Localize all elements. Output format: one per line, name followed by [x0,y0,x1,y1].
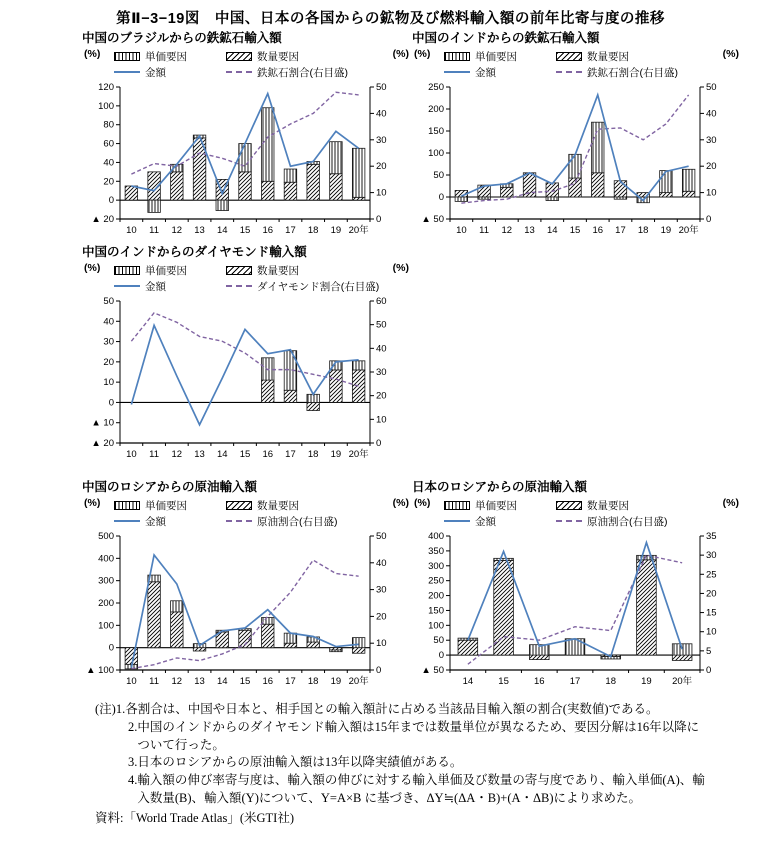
svg-text:200: 200 [98,598,114,609]
svg-text:50: 50 [433,635,444,647]
dashed-line-swatch-icon [226,285,252,287]
svg-text:50: 50 [376,319,387,331]
legend-share: 原油割合(右目盛) [226,513,338,529]
svg-text:15: 15 [239,449,251,460]
svg-text:100: 100 [428,620,444,632]
left-axis-unit: (%) [84,262,101,274]
legend-quantity: 数量要因 [226,48,348,64]
chart-legend [76,48,411,81]
svg-text:40: 40 [376,343,387,355]
svg-text:20年: 20年 [672,676,693,687]
legend-amount: 金額 [114,64,187,80]
svg-text:12: 12 [171,225,183,236]
svg-text:0: 0 [706,214,712,225]
svg-text:350: 350 [428,545,444,557]
svg-text:12: 12 [171,676,183,687]
chart-legend [76,262,411,295]
svg-text:20: 20 [706,161,717,173]
chart-title: 日本のロシアからの原油輸入額 [412,480,588,494]
chart-title: 中国のインドからのダイヤモンド輸入額 [82,245,307,259]
chart-title: 中国のブラジルからの鉄鉱石輸入額 [82,31,282,45]
right-axis-unit: (%) [392,48,409,60]
svg-text:17: 17 [285,676,296,687]
solid-line-swatch-icon [444,520,470,522]
svg-text:▲ 10: ▲ 10 [91,417,114,429]
legend-unit-price: 単価要因 [114,497,187,513]
dashed-line-swatch-icon [226,71,252,73]
svg-text:15: 15 [239,676,251,687]
svg-text:5: 5 [706,645,712,657]
svg-text:150: 150 [428,126,444,137]
svg-text:10: 10 [103,377,114,389]
svg-text:50: 50 [376,82,387,93]
legend-amount: 金額 [114,278,187,294]
svg-text:14: 14 [462,676,474,687]
legend-unit-price: 単価要因 [114,48,187,64]
notes-block [95,701,707,827]
left-axis-unit: (%) [84,48,101,60]
svg-text:120: 120 [98,82,114,93]
svg-text:▲ 100: ▲ 100 [86,665,114,676]
svg-text:14: 14 [216,449,228,460]
svg-text:10: 10 [706,187,717,199]
legend-quantity: 数量要因 [226,497,338,513]
svg-text:0: 0 [376,665,382,676]
svg-text:0: 0 [108,642,114,654]
svg-text:30: 30 [376,134,387,146]
svg-text:20: 20 [103,176,114,188]
solid-line-swatch-icon [114,520,140,522]
svg-text:19: 19 [660,225,672,236]
svg-text:19: 19 [641,676,652,687]
dashed-line-swatch-icon [556,520,582,522]
svg-text:17: 17 [569,676,581,687]
svg-text:15: 15 [239,225,251,236]
svg-text:16: 16 [262,676,274,687]
svg-text:100: 100 [428,148,444,159]
svg-text:250: 250 [428,82,444,93]
vertical-stripes-swatch-icon [114,266,140,275]
svg-text:0: 0 [376,214,382,225]
source-line: 資料:「World Trade Atlas」(米GTI社) [95,810,294,825]
left-axis-unit: (%) [414,497,431,509]
svg-text:18: 18 [307,676,319,687]
svg-text:300: 300 [98,575,114,587]
chart-china-russia-crude-oil-plot [76,530,408,690]
svg-text:400: 400 [428,531,444,542]
svg-text:19: 19 [330,449,342,460]
diagonal-stripes-swatch-icon [226,52,252,61]
svg-text:17: 17 [285,449,296,460]
svg-text:11: 11 [149,449,160,460]
svg-text:40: 40 [103,157,114,169]
svg-text:16: 16 [533,676,545,687]
svg-text:20: 20 [706,588,717,600]
svg-text:30: 30 [103,336,114,348]
svg-text:0: 0 [438,192,444,203]
svg-text:10: 10 [376,187,387,199]
right-axis-unit: (%) [722,497,739,509]
svg-text:35: 35 [706,531,717,542]
svg-text:16: 16 [262,449,274,460]
svg-text:60: 60 [103,138,114,150]
svg-text:25: 25 [706,569,717,581]
svg-text:10: 10 [376,414,387,426]
chart-title: 中国のロシアからの原油輸入額 [82,480,258,494]
diagonal-stripes-swatch-icon [226,266,252,275]
svg-text:40: 40 [376,108,387,120]
chart-china-brazil-iron-ore [76,28,411,244]
diagonal-stripes-swatch-icon [556,501,582,510]
legend-share: 鉄鉱石割合(右目盛) [226,64,348,80]
right-axis-unit: (%) [392,262,409,274]
svg-text:50: 50 [103,296,114,307]
svg-text:100: 100 [98,620,114,632]
svg-text:13: 13 [194,676,205,687]
svg-text:▲ 50: ▲ 50 [421,214,444,225]
svg-text:10: 10 [706,626,717,638]
svg-text:11: 11 [149,225,160,236]
svg-text:15: 15 [569,225,581,236]
svg-text:10: 10 [126,449,137,460]
svg-text:15: 15 [706,607,717,619]
svg-text:▲ 20: ▲ 20 [91,438,114,449]
svg-text:20: 20 [376,161,387,173]
svg-text:12: 12 [171,449,183,460]
svg-text:15: 15 [498,676,509,687]
legend-share: ダイヤモンド割合(右目盛) [226,278,379,294]
chart-china-india-iron-ore [406,28,741,244]
vertical-stripes-swatch-icon [114,501,140,510]
right-axis-unit: (%) [722,48,739,60]
note-4: 4. 輸入額の伸び率寄与度は、輸入額の伸びに対する輸入単価及び数量の寄与度であり、輸入単価(A)、輸入数量(B)、輸入額(Y)について、Y=A×B に基づき、ΔY≒(ΔA・B)+(A・ΔB)により求めた。 [128,773,705,805]
legend-amount: 金額 [444,64,517,80]
legend-quantity: 数量要因 [556,48,678,64]
chart-title: 中国のインドからの鉄鉱石輸入額 [412,31,600,45]
svg-text:14: 14 [216,225,228,236]
chart-china-india-diamond [76,242,411,468]
note-2: 2. 中国のインドからのダイヤモンド輸入額は15年までは数量単位が異なるため、要因分解は16年以降について行った。 [128,719,700,752]
left-axis-unit: (%) [84,497,101,509]
chart-legend [406,48,741,81]
svg-text:10: 10 [376,638,387,650]
note-3: 3. 日本のロシアからの原油輸入額は13年以降実績値がある。 [128,755,463,770]
svg-text:10: 10 [456,225,467,236]
svg-text:30: 30 [706,134,717,146]
svg-text:▲ 20: ▲ 20 [91,214,114,225]
svg-text:19: 19 [330,225,342,236]
svg-text:40: 40 [103,316,114,328]
svg-text:17: 17 [285,225,296,236]
svg-text:30: 30 [706,550,717,562]
left-axis-unit: (%) [414,48,431,60]
svg-text:30: 30 [376,367,387,378]
svg-text:18: 18 [605,676,617,687]
svg-text:14: 14 [546,225,558,236]
svg-text:40: 40 [376,557,387,569]
legend-quantity: 数量要因 [226,262,379,278]
svg-text:50: 50 [433,170,444,181]
vertical-stripes-swatch-icon [444,52,470,61]
svg-text:17: 17 [615,225,626,236]
chart-china-india-diamond-plot [76,295,408,463]
svg-text:10: 10 [126,676,137,687]
svg-text:18: 18 [637,225,649,236]
legend-share: 鉄鉱石割合(右目盛) [556,64,678,80]
figure-title: 第Ⅱ−3−19図 中国、日本の各国からの鉱物及び燃料輸入額の前年比寄与度の推移 [116,11,665,27]
chart-japan-russia-crude-oil [406,477,741,695]
svg-text:20年: 20年 [348,225,369,236]
chart-legend [76,497,411,530]
svg-text:18: 18 [307,225,319,236]
chart-china-brazil-iron-ore-plot [76,81,408,239]
svg-text:11: 11 [149,676,160,687]
svg-text:0: 0 [108,397,114,409]
right-axis-unit: (%) [392,497,409,509]
svg-text:300: 300 [428,560,444,572]
svg-text:60: 60 [376,296,387,307]
legend-unit-price: 単価要因 [114,262,187,278]
svg-text:50: 50 [376,531,387,542]
svg-text:20年: 20年 [348,449,369,460]
svg-text:20: 20 [376,390,387,402]
svg-text:16: 16 [592,225,604,236]
svg-text:13: 13 [194,449,205,460]
svg-text:12: 12 [501,225,513,236]
dashed-line-swatch-icon [226,520,252,522]
svg-text:13: 13 [194,225,205,236]
legend-share: 原油割合(右目盛) [556,513,668,529]
svg-text:30: 30 [376,584,387,596]
svg-text:0: 0 [108,195,114,207]
chart-japan-russia-crude-oil-plot [406,530,738,690]
vertical-stripes-swatch-icon [444,501,470,510]
svg-text:19: 19 [330,676,342,687]
svg-text:16: 16 [262,225,274,236]
svg-text:20: 20 [376,611,387,623]
svg-text:20: 20 [103,356,114,368]
svg-text:0: 0 [706,665,712,676]
svg-text:▲ 50: ▲ 50 [421,665,444,676]
svg-text:0: 0 [376,438,382,449]
svg-text:40: 40 [706,108,717,120]
legend-unit-price: 単価要因 [444,497,517,513]
svg-text:200: 200 [428,104,444,115]
solid-line-swatch-icon [114,71,140,73]
note-1: (注)1. 各割合は、中国や日本と、相手国との輸入額計に占める当該品目輸入額の割合(実数値)である。 [95,702,659,716]
svg-text:50: 50 [706,82,717,93]
svg-text:13: 13 [524,225,535,236]
svg-text:10: 10 [126,225,137,236]
chart-china-india-iron-ore-plot [406,81,738,239]
diagonal-stripes-swatch-icon [226,501,252,510]
svg-text:20年: 20年 [678,225,699,236]
svg-text:80: 80 [103,119,114,131]
legend-unit-price: 単価要因 [444,48,517,64]
svg-text:14: 14 [216,676,228,687]
svg-text:11: 11 [479,225,490,236]
legend-amount: 金額 [114,513,187,529]
svg-text:150: 150 [428,605,444,617]
solid-line-swatch-icon [444,71,470,73]
svg-text:100: 100 [98,100,114,112]
svg-text:20年: 20年 [348,676,369,687]
svg-text:200: 200 [428,590,444,602]
legend-quantity: 数量要因 [556,497,668,513]
legend-amount: 金額 [444,513,517,529]
diagonal-stripes-swatch-icon [556,52,582,61]
solid-line-swatch-icon [114,285,140,287]
chart-china-russia-crude-oil [76,477,411,695]
svg-text:18: 18 [307,449,319,460]
dashed-line-swatch-icon [556,71,582,73]
chart-legend [406,497,741,530]
svg-text:250: 250 [428,575,444,587]
svg-text:400: 400 [98,553,114,565]
svg-text:500: 500 [98,531,114,542]
vertical-stripes-swatch-icon [114,52,140,61]
svg-text:0: 0 [438,650,444,662]
